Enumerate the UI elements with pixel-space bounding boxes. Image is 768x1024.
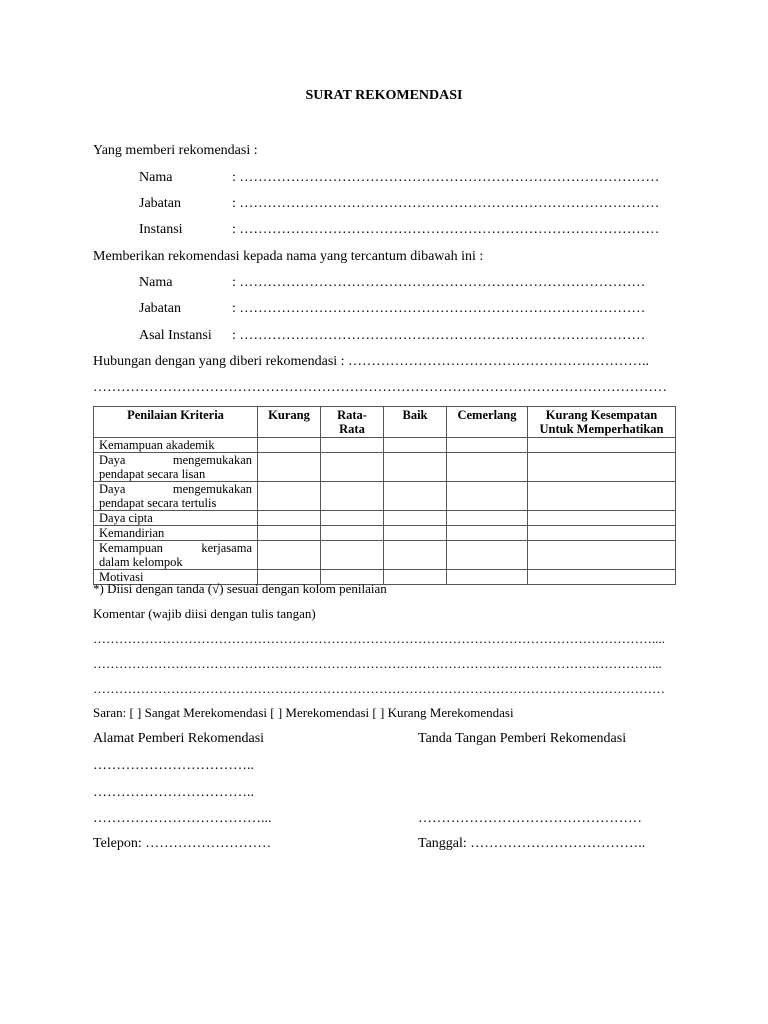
rating-cell[interactable]: [447, 482, 528, 511]
giver-name-label: Nama: [139, 170, 173, 185]
recipient-heading: Memberikan rekomendasi kepada nama yang tercantum dibawah ini :: [93, 249, 484, 264]
address-line[interactable]: ……………………………..: [93, 758, 254, 773]
recipient-institution-label: Asal Instansi: [139, 328, 212, 343]
criteria-label: Kemandirian: [94, 526, 258, 541]
rating-cell[interactable]: [258, 438, 321, 453]
comment-line[interactable]: …………………………………………………………………………………………………………………...: [93, 656, 662, 671]
table-row: [94, 511, 676, 526]
table-note: *) Diisi dengan tanda (√) sesuai dengan kolom penilaian: [93, 581, 387, 596]
rating-cell[interactable]: [384, 482, 447, 511]
relation-continuation-line[interactable]: ……………………………………………………………………………………………………………: [93, 380, 667, 395]
signature-line[interactable]: …………………………………………: [418, 811, 642, 826]
header-baik: Baik: [384, 407, 447, 438]
comment-line[interactable]: ……………………………………………………………………………………………………………………: [93, 681, 665, 696]
rating-cell[interactable]: [447, 526, 528, 541]
criteria-label: Daya mengemukakan pendapat secara tertulis: [94, 482, 258, 511]
criteria-table: [93, 406, 676, 585]
rating-cell[interactable]: [447, 453, 528, 482]
rating-cell[interactable]: [321, 526, 384, 541]
criteria-label: Kemampuan akademik: [94, 438, 258, 453]
table-row: [94, 526, 676, 541]
address-line[interactable]: ………………………………...: [93, 811, 272, 826]
rating-cell[interactable]: [447, 511, 528, 526]
rating-cell[interactable]: [528, 570, 676, 585]
rating-cell[interactable]: [321, 453, 384, 482]
giver-name-field[interactable]: : ………………………………………………………………………………: [232, 170, 660, 185]
phone-field[interactable]: Telepon: ………………………: [93, 836, 272, 851]
comment-line[interactable]: …………………………………………………………………………………………………………………....: [93, 631, 665, 646]
signature-label: Tanda Tangan Pemberi Rekomendasi: [418, 731, 627, 746]
rating-cell[interactable]: [447, 541, 528, 570]
rating-cell[interactable]: [384, 511, 447, 526]
criteria-label: Daya cipta: [94, 511, 258, 526]
rating-cell[interactable]: [384, 541, 447, 570]
address-label: Alamat Pemberi Rekomendasi: [93, 731, 265, 746]
rating-cell[interactable]: [528, 438, 676, 453]
rating-cell[interactable]: [528, 526, 676, 541]
header-criteria: Penilaian Kriteria: [94, 407, 258, 438]
header-cemerlang: Cemerlang: [447, 407, 528, 438]
date-field[interactable]: Tanggal: ………………………………..: [418, 836, 646, 851]
suggestion-options[interactable]: Saran: [ ] Sangat Merekomendasi [ ] Merekomendasi [ ] Kurang Merekomendasi: [93, 705, 514, 720]
rating-cell[interactable]: [528, 453, 676, 482]
rating-cell[interactable]: [384, 570, 447, 585]
table-header-row: [94, 407, 676, 438]
rating-cell[interactable]: [258, 482, 321, 511]
table-row: [94, 541, 676, 570]
criteria-label: Kemampuan kerjasama dalam kelompok: [94, 541, 258, 570]
criteria-label: Motivasi: [94, 570, 258, 585]
address-line[interactable]: ……………………………..: [93, 785, 254, 800]
recipient-name-label: Nama: [139, 275, 173, 290]
header-kurang-kesempatan: Kurang Kesempatan Untuk Memperhatikan: [528, 407, 676, 438]
rating-cell[interactable]: [528, 541, 676, 570]
recipient-institution-field[interactable]: : ……………………………………………………………………………: [232, 328, 646, 343]
recipient-position-field[interactable]: : ……………………………………………………………………………: [232, 301, 646, 316]
header-kurang: Kurang: [258, 407, 321, 438]
giver-institution-label: Instansi: [139, 222, 183, 237]
header-rata-rata: Rata-Rata: [321, 407, 384, 438]
table-row: [94, 482, 676, 511]
rating-cell[interactable]: [528, 482, 676, 511]
rating-cell[interactable]: [258, 511, 321, 526]
recipient-position-label: Jabatan: [139, 301, 181, 316]
criteria-label: Daya mengemukakan pendapat secara lisan: [94, 453, 258, 482]
rating-cell[interactable]: [321, 438, 384, 453]
giver-institution-field[interactable]: : ………………………………………………………………………………: [232, 222, 660, 237]
rating-cell[interactable]: [384, 453, 447, 482]
recipient-name-field[interactable]: : ……………………………………………………………………………: [232, 275, 646, 290]
rating-cell[interactable]: [258, 541, 321, 570]
table-row: [94, 453, 676, 482]
rating-cell[interactable]: [384, 526, 447, 541]
rating-cell[interactable]: [321, 541, 384, 570]
rating-cell[interactable]: [447, 570, 528, 585]
relation-line[interactable]: Hubungan dengan yang diberi rekomendasi : ………………………………………………………..: [93, 354, 650, 369]
rating-cell[interactable]: [321, 482, 384, 511]
rating-cell[interactable]: [258, 526, 321, 541]
rating-cell[interactable]: [321, 511, 384, 526]
rating-cell[interactable]: [447, 438, 528, 453]
giver-position-field[interactable]: : ………………………………………………………………………………: [232, 196, 660, 211]
document-title: SURAT REKOMENDASI: [305, 88, 463, 103]
giver-heading: Yang memberi rekomendasi :: [93, 143, 258, 158]
giver-position-label: Jabatan: [139, 196, 181, 211]
rating-cell[interactable]: [528, 511, 676, 526]
comment-label: Komentar (wajib diisi dengan tulis tangan): [93, 606, 316, 621]
rating-cell[interactable]: [384, 438, 447, 453]
rating-cell[interactable]: [258, 453, 321, 482]
table-row: [94, 438, 676, 453]
